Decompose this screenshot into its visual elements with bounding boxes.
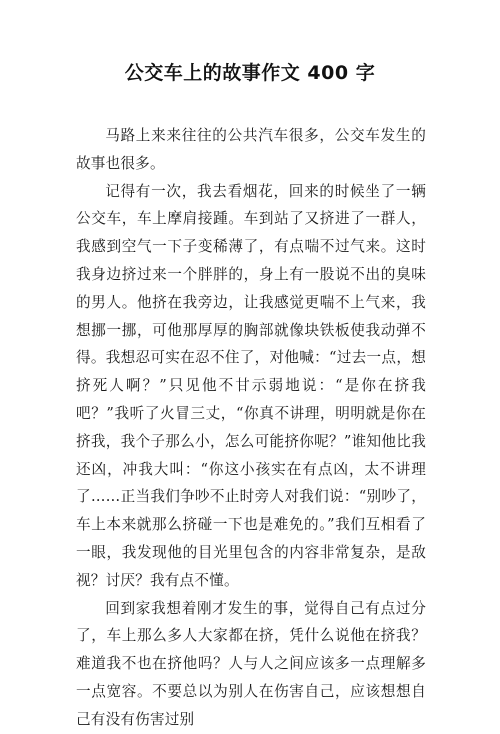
- document-body: [76, 122, 426, 734]
- paragraph-3: 回到家我想着刚才发生的事，觉得自己有点过分了，车上那么多人大家都在挤，凭什么说他在挤我？难道我不也在挤他吗？人与人之间应该多一点理解多一点宽容。不要总以为别人在伤害自己，应该想想自己有没有伤害过别: [76, 599, 426, 728]
- paragraph-2: 记得有一次，我去看烟花，回来的时候坐了一辆公交车，车上摩肩接踵。车到站了又挤进了一群人，我感到空气一下子变稀薄了，有点喘不过气来。这时我身边挤过来一个胖胖的，身上有一股说不出的臭味的男人。他挤在我旁边，让我感觉更喘不上气来，我想挪一挪，可他那厚厚的胸部就像块铁板使我动弹不得。我想忍可实在忍不住了，对他喊：“过去一点，想挤死人啊？”只见他不甘示弱地说：“是你在挤我吧？”我听了火冒三丈，“你真不讲理，明明就是你在挤我，我个子那么小，怎么可能挤你呢？”谁知他比我还凶，冲我大叫：“你这小孩实在有点凶，太不讲理了……正当我们争吵不止时旁人对我们说：“别吵了，车上本来就那么挤碰一下也是难免的。”我们互相看了一眼，我发现他的目光里包含的内容非常复杂，是敌视？讨厌？我有点不懂。: [76, 182, 426, 589]
- paragraph-1: 马路上来来往往的公共汽车很多，公交车发生的故事也很多。: [76, 127, 426, 172]
- document-title: 公交车上的故事作文 400 字: [124, 62, 376, 84]
